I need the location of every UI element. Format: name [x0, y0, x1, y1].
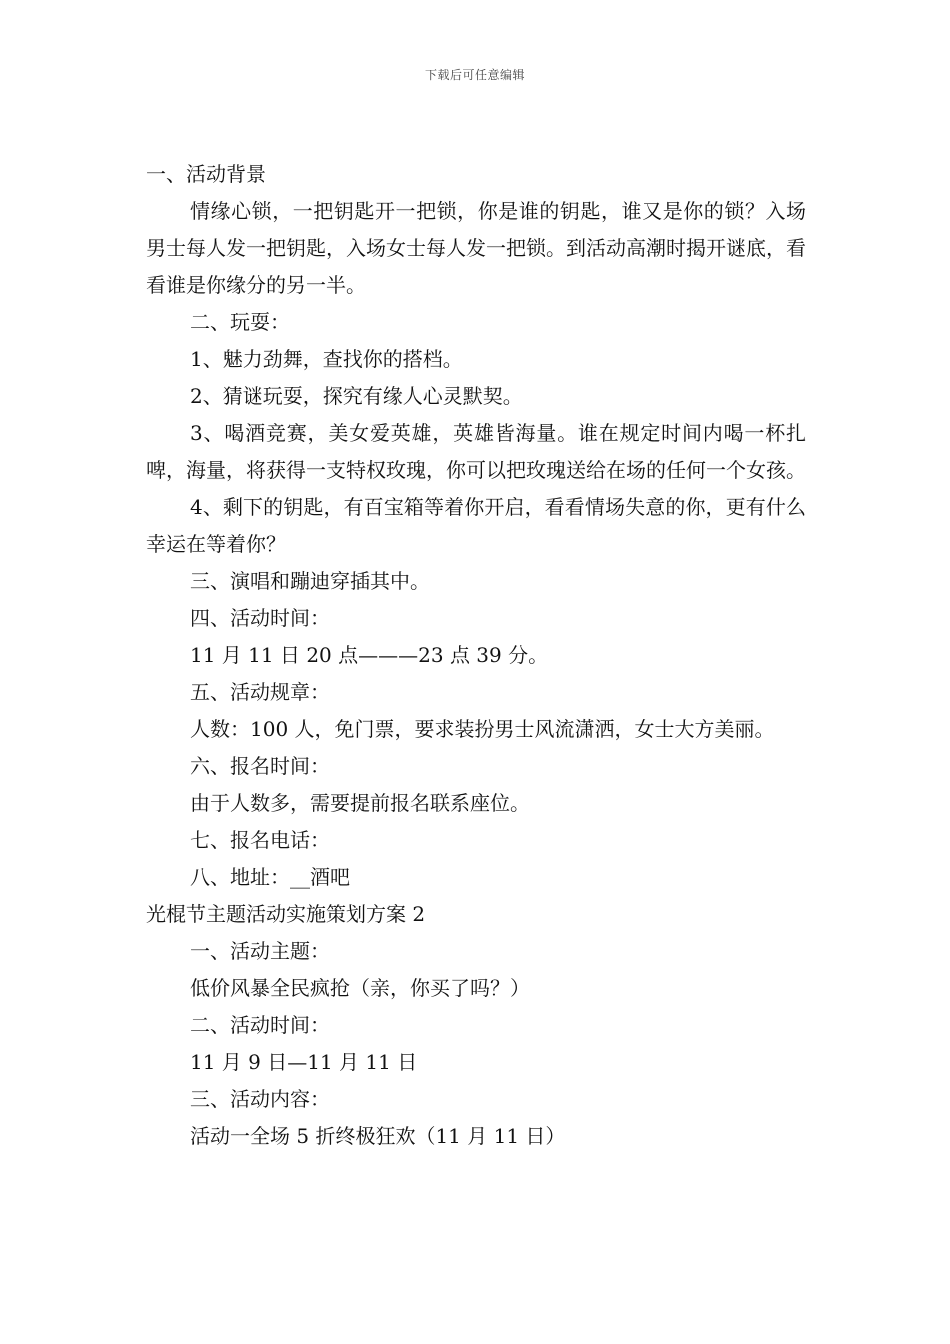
signup-time-heading: 六、报名时间：: [190, 754, 330, 778]
document-body: [146, 156, 806, 1155]
game-item-3: 3、喝酒竞赛，美女爱英雄，英雄皆海量。谁在规定时间内喝一杯扎啤，海量，将获得一支特权玫瑰，你可以把玫瑰送给在场的任何一个女孩。: [146, 421, 806, 482]
game-item-4: 4、剩下的钥匙，有百宝箱等着你开启，看看情场失意的你，更有什么幸运在等着你？: [146, 495, 806, 556]
game-item-2: 2、猜谜玩耍，探究有缘人心灵默契。: [190, 384, 523, 408]
signup-phone-heading: 七、报名电话：: [190, 828, 330, 852]
background-paragraph: 情缘心锁，一把钥匙开一把锁，你是谁的钥匙，谁又是你的锁？入场男士每人发一把钥匙，入场女士每人发一把锁。到活动高潮时揭开谜底，看看谁是你缘分的另一半。: [146, 199, 806, 297]
section2-time-heading: 二、活动时间：: [190, 1013, 330, 1037]
address-line: 八、地址：__酒吧: [190, 865, 350, 889]
game-item-1: 1、魅力劲舞，查找你的搭档。: [190, 347, 463, 371]
event-time-heading: 四、活动时间：: [190, 606, 330, 630]
event-rules-value: 人数：100 人，免门票，要求装扮男士风流潇洒，女士大方美丽。: [190, 717, 775, 741]
section-heading-background: 一、活动背景: [146, 162, 266, 186]
event-time-value: 11 月 11 日 20 点———23 点 39 分。: [190, 643, 549, 667]
section2-time-value: 11 月 9 日—11 月 11 日: [190, 1050, 418, 1074]
page-header: 下载后可任意编辑: [424, 68, 525, 82]
theme-heading: 一、活动主题：: [190, 939, 330, 963]
performance-item: 三、演唱和蹦迪穿插其中。: [190, 569, 430, 593]
event-rules-heading: 五、活动规章：: [190, 680, 330, 704]
theme-value: 低价风暴全民疯抢（亲，你买了吗？）: [190, 976, 530, 1000]
content-item-1: 活动一全场 5 折终极狂欢（11 月 11 日）: [190, 1124, 566, 1148]
signup-time-value: 由于人数多，需要提前报名联系座位。: [190, 791, 530, 815]
section2-title: 光棍节主题活动实施策划方案 2: [146, 902, 426, 926]
content-heading: 三、活动内容：: [190, 1087, 330, 1111]
games-heading: 二、玩耍：: [190, 310, 290, 334]
